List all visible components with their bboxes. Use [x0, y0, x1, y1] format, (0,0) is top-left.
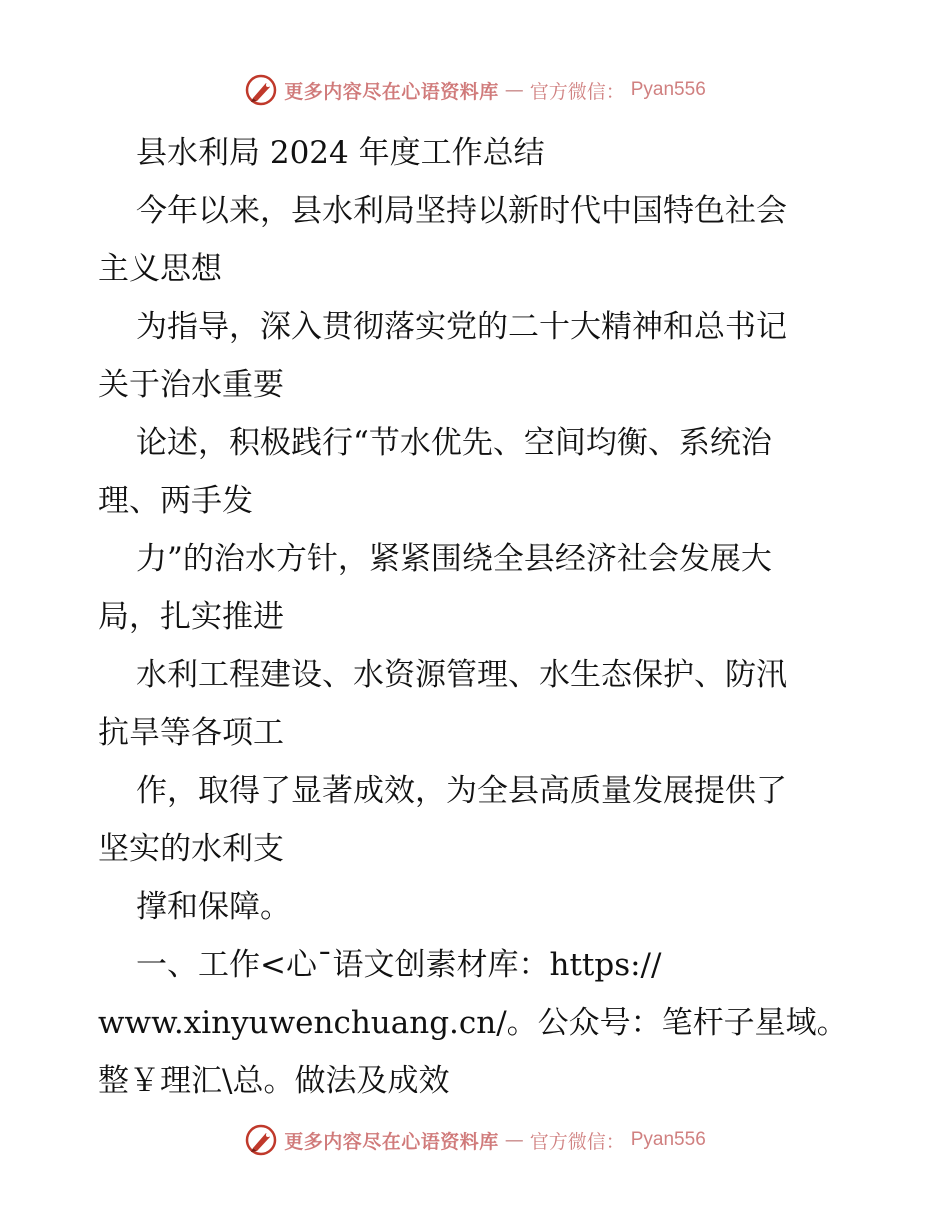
paragraph-line: 力”的治水方针，紧紧围绕全县经济社会发展大 — [136, 541, 772, 577]
paragraph-line: 坚实的水利支 — [98, 831, 284, 867]
footer-watermark-banner — [0, 1120, 950, 1160]
paragraph-line: 关于治水重要 — [98, 367, 284, 403]
document-title: 县水利局 2024 年度工作总结 — [136, 135, 545, 171]
banner-separator: — — [504, 79, 524, 101]
paragraph-line: 作，取得了显著成效，为全县高质量发展提供了 — [136, 773, 787, 809]
banner-wechat-label: 官方微信： — [529, 80, 625, 103]
paragraph-line: 抗旱等各项工 — [98, 715, 284, 751]
paragraph-line: 水利工程建设、水资源管理、水生态保护、防汛 — [136, 657, 787, 693]
paragraph-line: 论述，积极践行“节水优先、空间均衡、系统治 — [136, 425, 772, 461]
banner-wechat-label: 官方微信： — [529, 1130, 625, 1153]
document-body — [98, 124, 858, 1110]
paragraph-line: 为指导，深入贯彻落实党的二十大精神和总书记 — [136, 309, 787, 345]
pen-logo-icon — [244, 73, 278, 107]
section-heading-line: 一、工作<心¯语文创素材库：https:// — [136, 947, 662, 983]
banner-wechat-id: Pyan556 — [630, 1129, 706, 1150]
section-heading-line: www.xinyuwenchuang.cn/。公众号：笔杆子星域。 — [98, 1005, 848, 1041]
banner-text: 更多内容尽在心语资料库 — [284, 80, 499, 103]
header-watermark-banner — [0, 70, 950, 110]
banner-wechat-id: Pyan556 — [630, 79, 706, 100]
banner-text: 更多内容尽在心语资料库 — [284, 1130, 499, 1153]
pen-logo-icon — [244, 1123, 278, 1157]
paragraph-line: 局，扎实推进 — [98, 599, 284, 635]
paragraph-line: 撑和保障。 — [136, 889, 291, 925]
paragraph-line: 理、两手发 — [98, 483, 253, 519]
section-heading-line: 整￥理汇\总。做法及成效 — [98, 1063, 450, 1099]
paragraph-line: 今年以来，县水利局坚持以新时代中国特色社会 — [136, 193, 787, 229]
banner-separator: — — [504, 1129, 524, 1151]
paragraph-line: 主义思想 — [98, 251, 222, 287]
